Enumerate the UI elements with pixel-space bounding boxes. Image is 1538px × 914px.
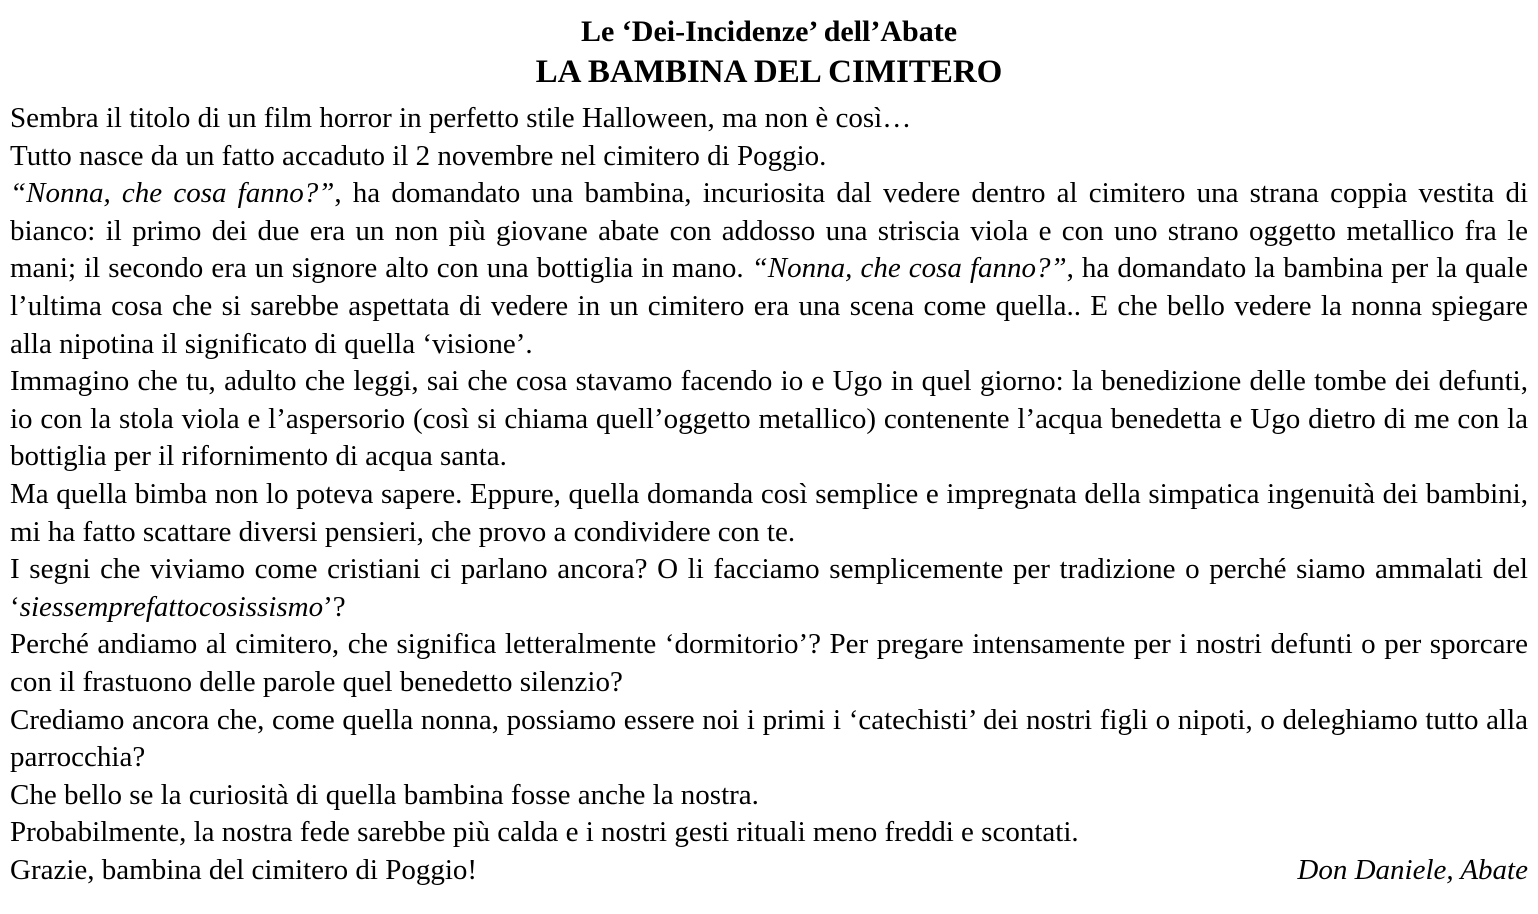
article-supertitle: Le ‘Dei-Incidenze’ dell’Abate (580, 15, 958, 48)
paragraph (10, 100, 1528, 138)
text-run: Che bello se la curiosità di quella bambina fosse anche la nostra. (10, 778, 759, 811)
paragraph (10, 175, 1528, 363)
author-signature: Don Daniele, Abate (1297, 853, 1528, 886)
text-run: I segni che viviamo come cristiani ci parlano ancora? O li facciamo semplicemente per tradizione o perché siamo ammalati del ‘ (10, 553, 1528, 623)
italic-text-run: “Nonna, che cosa fanno?” (751, 252, 1067, 285)
article-title: LA BAMBINA DEL CIMITERO (535, 54, 1003, 90)
paragraph (10, 138, 1528, 176)
closing-row (10, 852, 1528, 890)
text-run: , ha domandato la bambina per la quale l’ultima cosa che si sarebbe aspettata di vedere in un cimitero era una scena come quella.. E che bello vedere la nonna spiegare alla nipotina il significato di quella ‘visione’. (10, 252, 1528, 360)
paragraph (10, 363, 1528, 476)
paragraph (10, 626, 1528, 701)
paragraph (10, 551, 1528, 626)
text-run: , ha domandato una bambina, incuriosita dal vedere dentro al cimitero una strana coppia vestita di bianco: il primo dei due era un non più giovane abate con addosso una striscia viola e con uno strano oggetto metallico fra le mani; il secondo era un signore alto con una bottiglia in mano. (10, 177, 1528, 285)
italic-text-run: siessemprefattocosissismo (19, 590, 324, 623)
text-run: Crediamo ancora che, come quella nonna, possiamo essere noi i primi i ‘catechisti’ dei nostri figli o nipoti, o deleghiamo tutto alla parrocchia? (10, 703, 1528, 774)
article-header (10, 12, 1528, 92)
text-run: ’? (323, 590, 346, 623)
paragraph (10, 814, 1528, 852)
text-run: Tutto nasce da un fatto accaduto il 2 novembre nel cimitero di Poggio. (10, 139, 827, 172)
text-run: Sembra il titolo di un film horror in perfetto stile Halloween, ma non è così… (10, 102, 912, 134)
text-run: Perché andiamo al cimitero, che significa letteralmente ‘dormitorio’? Per pregare intensamente per i nostri defunti o per sporcare con il frastuono delle parole quel benedetto silenzio? (10, 628, 1528, 698)
text-run: Immagino che tu, adulto che leggi, sai che cosa stavamo facendo io e Ugo in quel giorno: la benedizione delle tombe dei defunti, io con la stola viola e l’aspersorio (così si chiama quell’oggetto metallico) contenente l’acqua benedetta e Ugo dietro di me con la bottiglia per il rifornimento di acqua santa. (10, 365, 1528, 473)
italic-text-run: “Nonna, che cosa fanno?” (10, 177, 335, 210)
text-run: Ma quella bimba non lo poteva sapere. Eppure, quella domanda così semplice e impregnata della simpatica ingenuità dei bambini, mi ha fatto scattare diversi pensieri, che provo a condividere con te. (10, 477, 1528, 548)
article-body (10, 100, 1528, 852)
paragraph (10, 702, 1528, 777)
text-run: Probabilmente, la nostra fede sarebbe più calda e i nostri gesti rituali meno freddi e scontati. (10, 816, 1079, 849)
paragraph (10, 476, 1528, 551)
paragraph (10, 777, 1528, 815)
closing-line: Grazie, bambina del cimitero di Poggio! (10, 853, 478, 886)
